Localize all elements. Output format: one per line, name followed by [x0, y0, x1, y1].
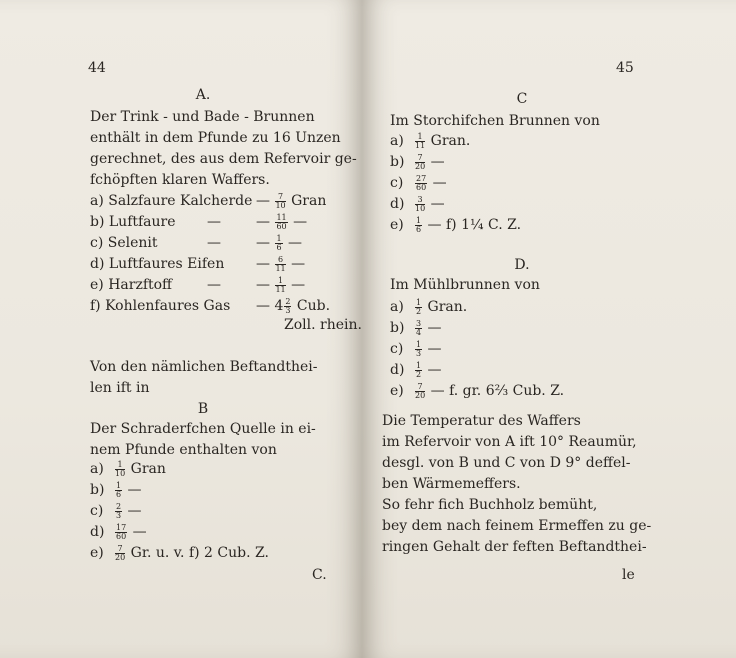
heading-a: A. [195, 87, 211, 103]
fraction-denominator: 10 [415, 203, 426, 213]
fraction-denominator: 10 [115, 468, 126, 478]
intro-c: Im Storchifchen Brunnen von [390, 113, 600, 129]
paragraph-line: ben Wärmemeffers. [382, 476, 521, 492]
item-quantity [256, 234, 302, 252]
heading-d: D. [514, 257, 530, 273]
fraction-numerator: 2 [285, 296, 291, 306]
heading-b: B [197, 401, 209, 417]
item-quantity [114, 544, 269, 562]
item-label: b) [390, 154, 405, 170]
fraction-numerator: 1 [115, 461, 125, 470]
item-label: a) [390, 133, 404, 149]
fraction-numerator: 1 [416, 360, 422, 370]
item-dash: — [207, 235, 221, 251]
item-unit: — f) 1¼ C. Z. [423, 217, 522, 233]
item-unit: — [428, 175, 447, 191]
right-page [362, 0, 736, 658]
item-label: e) [390, 217, 404, 233]
item-quantity [114, 523, 147, 541]
item-label: d) [390, 362, 405, 378]
fraction-numerator: 1 [275, 277, 285, 286]
fraction [415, 341, 422, 358]
page-number-right: 45 [616, 60, 634, 76]
item-label: b) [90, 482, 105, 498]
fraction-denominator: 11 [275, 284, 286, 294]
item-label: a) Salzfaure Kalcherde [90, 193, 253, 209]
fraction-numerator: 1 [116, 480, 122, 490]
item-dash: — [207, 214, 221, 230]
paragraph-line: So fehr fich Buchholz bemüht, [382, 497, 598, 513]
item-label: e) Harzftoff [90, 277, 173, 293]
fraction [275, 214, 287, 231]
fraction [115, 482, 122, 499]
fraction [415, 383, 425, 400]
paragraph-line: ringen Gehalt der feften Beftandthei- [382, 539, 647, 555]
item-quantity [414, 361, 442, 379]
fraction-numerator: 1 [416, 339, 422, 349]
item-quantity [414, 132, 470, 150]
item-label: a) [390, 299, 404, 315]
fraction-numerator: 2 [116, 501, 122, 511]
item-quantity [414, 340, 442, 358]
paragraph-line: Von den nämlichen Beftandthei- [90, 359, 318, 375]
fraction [415, 362, 422, 379]
item-label: e) [90, 545, 104, 561]
fraction [115, 545, 125, 562]
catchword-left: C. [312, 567, 327, 583]
item-quantity [256, 255, 305, 273]
item-quantity [414, 195, 445, 213]
item-label: a) [90, 461, 104, 477]
fraction-numerator: 7 [115, 545, 125, 554]
paragraph-line: Der Schraderfchen Quelle in ei- [90, 421, 316, 437]
fraction-numerator: 1 [416, 297, 422, 307]
item-quantity [414, 216, 521, 234]
intro-line: fchöpften klaren Waffers. [90, 172, 270, 188]
paragraph-line: Die Temperatur des Waffers [382, 413, 581, 429]
fraction-denominator: 11 [275, 263, 286, 273]
fraction-numerator: 1 [276, 233, 282, 243]
item-quantity [114, 502, 142, 520]
item-dash: — [256, 298, 275, 314]
paragraph-line: im Refervoir von A ift 10° Reaumür, [382, 434, 637, 450]
item-label: d) [390, 196, 405, 212]
fraction [275, 277, 285, 294]
intro-line: enthält in dem Pfunde zu 16 Unzen [90, 130, 341, 146]
item-dash: — [207, 277, 221, 293]
fraction [115, 524, 127, 541]
item-quantity [114, 460, 166, 478]
fraction-numerator: 3 [415, 196, 425, 205]
fraction-denominator: 6 [276, 242, 282, 252]
item-quantity [414, 153, 445, 171]
item-quantity [414, 298, 467, 316]
item-unit: — [426, 196, 445, 212]
fraction-denominator: 20 [415, 390, 426, 400]
fraction-denominator: 11 [415, 140, 426, 150]
item-unit: — [288, 214, 308, 230]
fraction-numerator: 27 [416, 173, 427, 183]
fraction-denominator: 4 [416, 327, 422, 337]
left-page [0, 0, 363, 658]
fraction-denominator: 20 [115, 552, 126, 562]
unit-continuation: Zoll. rhein. [284, 317, 362, 333]
fraction-denominator: 3 [116, 510, 122, 520]
fraction-numerator: 17 [116, 522, 127, 532]
item-label: b) [390, 320, 405, 336]
fraction-denominator: 6 [116, 489, 122, 499]
item-label: c) [390, 341, 404, 357]
fraction-numerator: 7 [415, 154, 425, 163]
fraction-denominator: 2 [416, 369, 422, 379]
fraction [415, 320, 422, 337]
fraction [275, 193, 285, 210]
item-dash: — [256, 277, 275, 293]
fraction [415, 299, 422, 316]
intro-line: Der Trink - und Bade - Brunnen [90, 109, 315, 125]
item-unit: Gran [286, 193, 327, 209]
fraction [284, 298, 291, 315]
fraction-numerator: 6 [275, 256, 285, 265]
fraction-denominator: 3 [416, 348, 422, 358]
fraction-denominator: 6 [416, 224, 422, 234]
fraction-denominator: 2 [416, 306, 422, 316]
item-dash: — [256, 235, 275, 251]
item-label: c) [90, 503, 104, 519]
item-dash: — [256, 256, 275, 272]
fraction [415, 175, 427, 192]
item-unit: — [128, 524, 147, 540]
catchword-right: le [622, 567, 635, 583]
paragraph-line: bey dem nach feinem Ermeffen zu ge- [382, 518, 652, 534]
item-unit: Gran. [426, 133, 471, 149]
item-unit: — [423, 341, 442, 357]
item-unit: — f. gr. 6⅔ Cub. Z. [426, 383, 565, 399]
item-unit: Gran. [423, 299, 468, 315]
item-unit: — [426, 154, 445, 170]
item-quantity [414, 382, 564, 400]
fraction-numerator: 7 [415, 383, 425, 392]
fraction-denominator: 60 [116, 531, 127, 541]
item-label: c) [390, 175, 404, 191]
paragraph-line: nem Pfunde enthalten von [90, 442, 277, 458]
item-label: c) Selenit [90, 235, 158, 251]
item-whole: 4 [274, 298, 284, 314]
item-dash: — [256, 193, 275, 209]
item-unit: Gran [126, 461, 166, 477]
fraction [415, 154, 425, 171]
fraction [115, 503, 122, 520]
item-unit: — [423, 320, 442, 336]
fraction-denominator: 20 [415, 161, 426, 171]
page-number-left: 44 [88, 60, 106, 76]
fraction-numerator: 1 [415, 133, 425, 142]
fraction-denominator: 60 [276, 221, 287, 231]
fraction-numerator: 11 [276, 212, 287, 222]
item-quantity [256, 276, 305, 294]
item-label: e) [390, 383, 404, 399]
fraction-denominator: 3 [285, 305, 291, 315]
item-quantity [414, 174, 447, 192]
fraction [275, 256, 285, 273]
item-dash: — [256, 214, 275, 230]
fraction [415, 133, 425, 150]
fraction-numerator: 3 [416, 318, 422, 328]
item-unit: — [423, 362, 442, 378]
item-label: f) Kohlenfaures Gas [90, 298, 231, 314]
paragraph-line: desgl. von B und C von D 9° deffel- [382, 455, 631, 471]
item-quantity [256, 213, 307, 231]
item-quantity [256, 192, 326, 210]
fraction-numerator: 7 [275, 193, 285, 202]
intro-line: gerechnet, des aus dem Refervoir ge- [90, 151, 357, 167]
fraction [115, 461, 125, 478]
item-unit: — [286, 256, 306, 272]
item-label: d) Luftfaures Eifen [90, 256, 225, 272]
fraction [415, 217, 422, 234]
item-quantity [256, 297, 330, 315]
fraction-denominator: 10 [275, 200, 286, 210]
item-quantity [414, 319, 442, 337]
item-quantity [114, 481, 142, 499]
fraction [415, 196, 425, 213]
paragraph-line: len ift in [90, 380, 150, 396]
item-unit: — [283, 235, 302, 251]
item-unit: Gr. u. v. f) 2 Cub. Z. [126, 545, 269, 561]
item-label: b) Luftfaure [90, 214, 176, 230]
item-label: d) [90, 524, 105, 540]
heading-c: C [516, 91, 528, 107]
item-unit: — [123, 503, 142, 519]
fraction-numerator: 1 [416, 215, 422, 225]
fraction-denominator: 60 [416, 182, 427, 192]
intro-d: Im Mühlbrunnen von [390, 277, 540, 293]
item-unit: — [123, 482, 142, 498]
item-unit: Cub. [292, 298, 331, 314]
fraction [275, 235, 282, 252]
item-unit: — [286, 277, 306, 293]
